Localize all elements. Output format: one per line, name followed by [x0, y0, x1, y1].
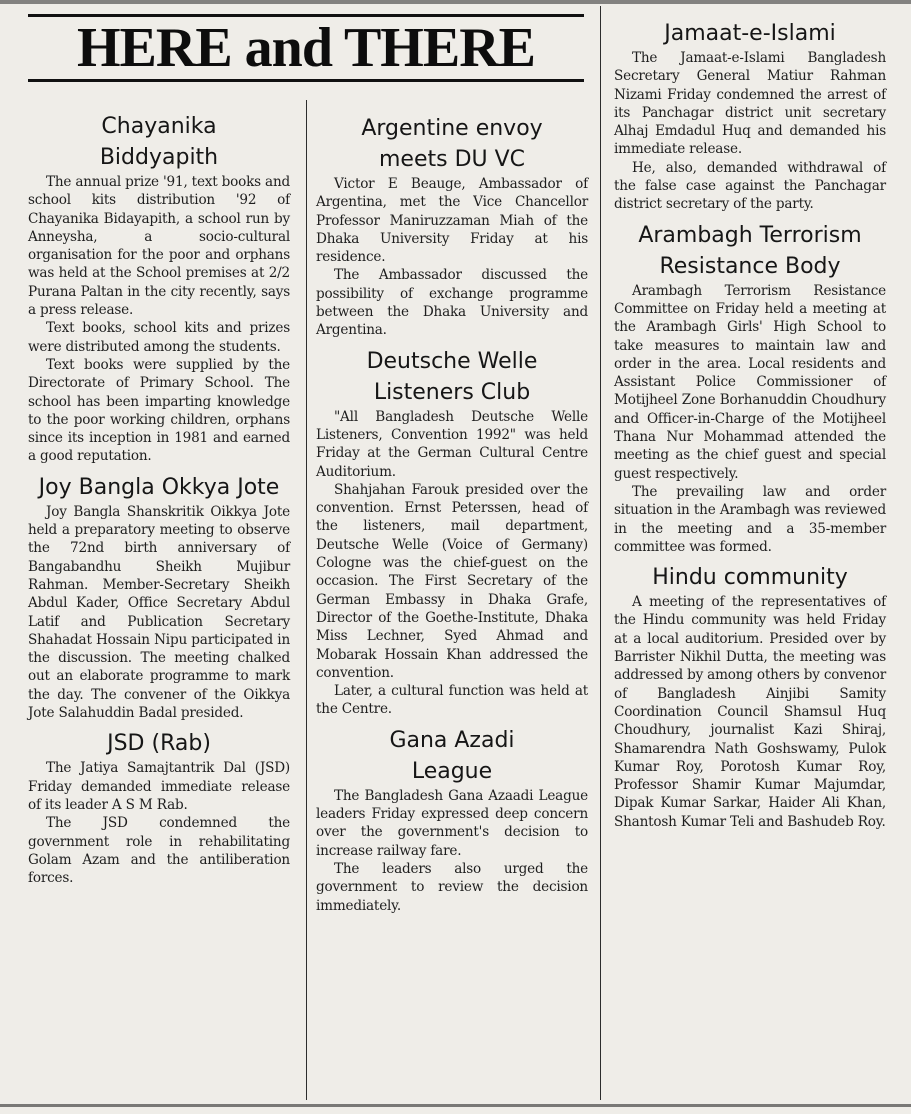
story-paragraph: The JSD condemned the government role in rehabilitating Golam Azam and the antiliberation forces. — [28, 815, 290, 887]
story-paragraph: The Jamaat-e-Islami Bangladesh Secretary General Matiur Rahman Nizami Friday condemned the arrest of its Panchagar district unit secretary Alhaj Emdadul Huq and demanded his immediate release. — [614, 50, 886, 158]
story-paragraph: Text books, school kits and prizes were distributed among the students. — [28, 320, 290, 355]
story-deutsche-welle — [316, 346, 588, 719]
story-paragraph: The Jatiya Samajtantrik Dal (JSD) Friday demanded immediate release of its leader A S M Rab. — [28, 760, 290, 813]
column-rule-1 — [306, 100, 307, 1100]
story-paragraph: The leaders also urged the government to review the decision immediately. — [316, 860, 588, 914]
story-headline: Arambagh Terrorism Resistance Body — [638, 222, 862, 279]
story-argentine-envoy — [316, 113, 588, 340]
story-chayanika — [28, 111, 290, 466]
story-joy-bangla — [28, 472, 290, 723]
column-rule-2 — [600, 6, 601, 1100]
story-paragraph: Later, a cultural function was held at the Centre. — [316, 683, 588, 718]
story-hindu-community — [614, 562, 886, 831]
top-rule — [0, 0, 911, 4]
column-1 — [28, 111, 290, 1100]
story-paragraph: The Bangladesh Gana Azaadi League leaders Friday expressed deep concern over the government's decision to increase railway fare. — [316, 787, 588, 859]
story-paragraph: He, also, demanded withdrawal of the false case against the Panchagar district secretary of the party. — [614, 159, 886, 213]
story-paragraph: Text books were supplied by the Directorate of Primary School. The school has been imparting knowledge to the poor working children, orphans since its inception in 1981 and earned a good reputation. — [28, 356, 290, 465]
story-gana-azadi — [316, 725, 588, 915]
story-headline: JSD (Rab) — [107, 731, 211, 757]
column-3 — [614, 18, 886, 1100]
story-arambagh — [614, 220, 886, 556]
story-paragraph: Arambagh Terrorism Resistance Committee on Friday held a meeting at the Arambagh Girls' High School to take measures to maintain law and order in the area. Local residents and Assistant Police Commissioner of Motijheel Zone Borhanuddin Choudhury and Officer-in-Charge of the Motijheel Thana Nur Mohammad attended the meeting as the chief guest and special guest respectively. — [614, 282, 886, 482]
masthead — [28, 14, 584, 82]
story-paragraph: Victor E Beauge, Ambassador of Argentina, met the Vice Chancellor Professor Maniruzzaman Miah of the Dhaka University Friday at his residence. — [316, 176, 588, 266]
story-headline: Gana Azadi League — [389, 727, 515, 784]
masthead-title: HERE and THERE — [76, 17, 536, 79]
column-2 — [316, 113, 588, 1100]
story-headline: Joy Bangla Okkya Jote — [38, 474, 280, 500]
story-headline: Jamaat-e-Islami — [664, 21, 836, 46]
story-headline: Deutsche Welle Listeners Club — [366, 348, 538, 405]
story-paragraph: Joy Bangla Shanskritik Oikkya Jote held a preparatory meeting to observe the 72nd birth anniversary of Bangabandhu Sheikh Mujibur Rahman. Member-Secretary Sheikh Abdul Kader, Office Secretary Abdul Latif and Publication Secretary Shahadat Hossain Nipu participated in the discussion. The meeting chalked out an elaborate programme to mark the day. The convener of the Oikkya Jote Salahuddin Badal presided. — [28, 503, 290, 722]
story-headline: Argentine envoy meets DU VC — [361, 116, 543, 172]
story-paragraph: Shahjahan Farouk presided over the convention. Ernst Peterssen, head of the listeners, mail department, Deutsche Welle (Voice of Germany) Cologne was the chief-guest on the occasion. The First Secretary of the German Embassy in Dhaka Grafe, Director of the Goethe-Institute, Dhaka Miss Lechner, Syed Ahmad and Mobarak Hossain Khan addressed the convention. — [316, 481, 588, 681]
story-paragraph: The Ambassador discussed the possibility of exchange programme between the Dhaka University and Argentina. — [316, 267, 588, 339]
story-headline: Chayanika Biddyapith — [99, 114, 219, 170]
story-paragraph: "All Bangladesh Deutsche Welle Listeners, Convention 1992" was held Friday at the German Cultural Centre Auditorium. — [316, 408, 588, 480]
story-paragraph: The annual prize '91, text books and school kits distribution '92 of Chayanika Bidayapith, a school run by Anneysha, a socio-cultural organisation for the poor and orphans was held at the School premises at 2/2 Purana Paltan in the city recently, says a press release. — [28, 174, 291, 319]
story-headline: Hindu community — [652, 565, 848, 591]
story-paragraph: A meeting of the representatives of the Hindu community was held Friday at a local auditorium. Presided over by Barrister Nikhil Dutta, the meeting was addressed by among others by convenor of Bangladesh Ainjibi Samity Coordination Council Shamsul Huq Choudhury, journalist Kazi Shiraj, Shamarendra Nath Goshswamy, Pulok Kumar Roy, Porotosh Kumar Roy, Professor Shamir Kumar Majumdar, Dipak Kumar Sarkar, Haider Ali Khan, Shantosh Kumar Teli and Bashudeb Roy. — [614, 594, 886, 830]
bottom-rule — [0, 1104, 911, 1107]
story-paragraph: The prevailing law and order situation in the Arambagh was reviewed in the meeting and a 35-member committee was formed. — [614, 483, 886, 555]
story-jsd — [28, 728, 290, 887]
story-jamaat — [614, 18, 886, 214]
